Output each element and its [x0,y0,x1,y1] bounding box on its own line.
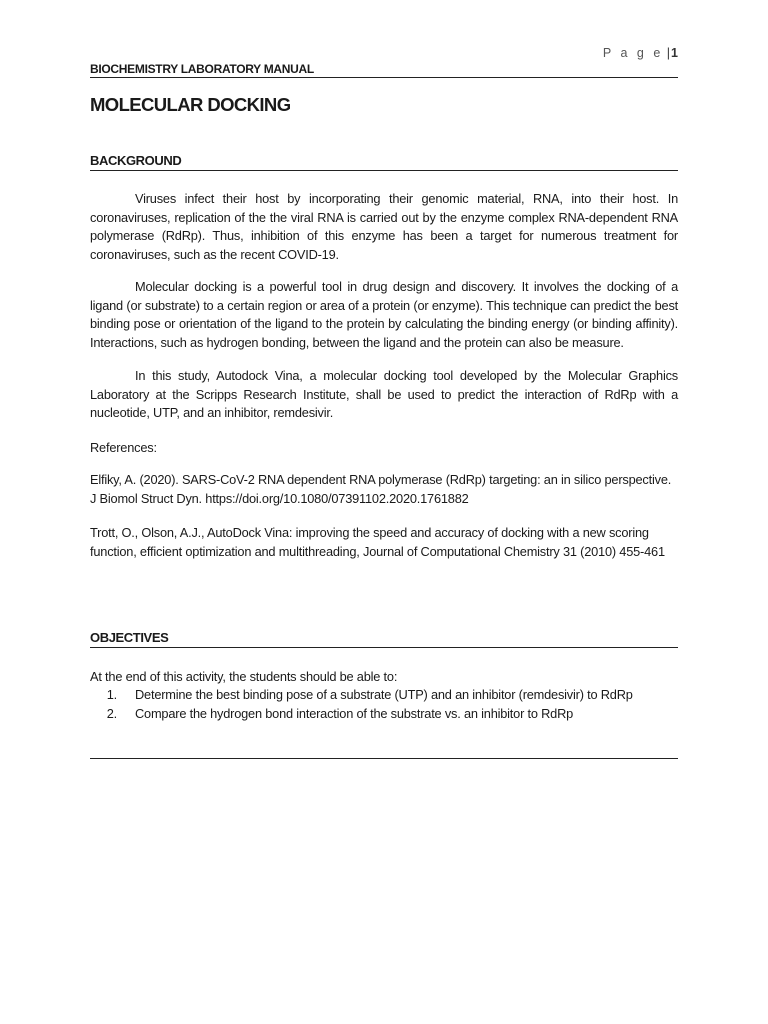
objectives-list [90,686,678,723]
background-paragraph-3 [90,367,678,423]
running-header: BIOCHEMISTRY LABORATORY MANUAL [90,62,678,78]
paragraph-text: In this study, Autodock Vina, a molecular docking tool developed by the Molecular Graphics Laboratory at the Scripps Research Institute, shall be used to predict the interaction of RdRp with a nucleotide, UTP, and an inhibitor, remdesivir. [90,368,678,420]
background-paragraph-2 [90,278,678,352]
background-paragraph-1 [90,190,678,264]
paragraph-text: Viruses infect their host by incorporating their genomic material, RNA, into their host. In coronaviruses, replication of the the viral RNA is carried out by the enzyme complex RNA-dependent RNA polymerase (RdRp). Thus, inhibition of this enzyme has been a target for numerous treatment for coronaviruses, such as the recent COVID-19. [90,191,678,262]
paragraph-text: Molecular docking is a powerful tool in drug design and discovery. It involves the docking of a ligand (or substrate) to a certain region or area of a protein (or enzyme). This technique can predict the best binding pose or orientation of the ligand to the protein by calculating the binding energy (or binding affinity). Interactions, such as hydrogen bonding, between the ligand and the protein can also be measure. [90,279,678,350]
page-number-label: P a g e [602,46,664,60]
list-item-number: 1. [106,687,117,702]
list-item-number: 2. [106,705,117,721]
list-item [90,705,678,724]
list-item-text: Determine the best binding pose of a substrate (UTP) and an inhibitor (remdesivir) to RdRp [135,687,633,702]
page-number-separator: | [666,46,671,60]
objectives-intro: At the end of this activity, the students should be able to: [90,669,398,684]
section-heading-objectives: OBJECTIVES [90,630,678,648]
reference-item-1 [90,471,678,508]
page-number-value: 1 [671,46,678,60]
section-heading-background: BACKGROUND [90,153,678,171]
reference-item-2 [90,524,678,561]
references-label: References: [90,440,157,455]
reference-text: Elfiky, A. (2020). SARS-CoV-2 RNA dependent RNA polymerase (RdRp) targeting: an in silico perspective. J Biomol Struct Dyn. https://doi.org/10.1080/07391102.2020.1761882 [90,472,672,506]
reference-text: Trott, O., Olson, A.J., AutoDock Vina: improving the speed and accuracy of docking with a new scoring function, efficient optimization and multithreading, Journal of Computational Chemistry 31 (2010) 455-461 [90,525,665,559]
list-item-text: Compare the hydrogen bond interaction of the substrate vs. an inhibitor to RdRp [135,705,574,721]
list-item [90,686,678,705]
section-divider [90,758,678,759]
page-number [603,46,678,60]
document-title: MOLECULAR DOCKING [90,94,291,115]
